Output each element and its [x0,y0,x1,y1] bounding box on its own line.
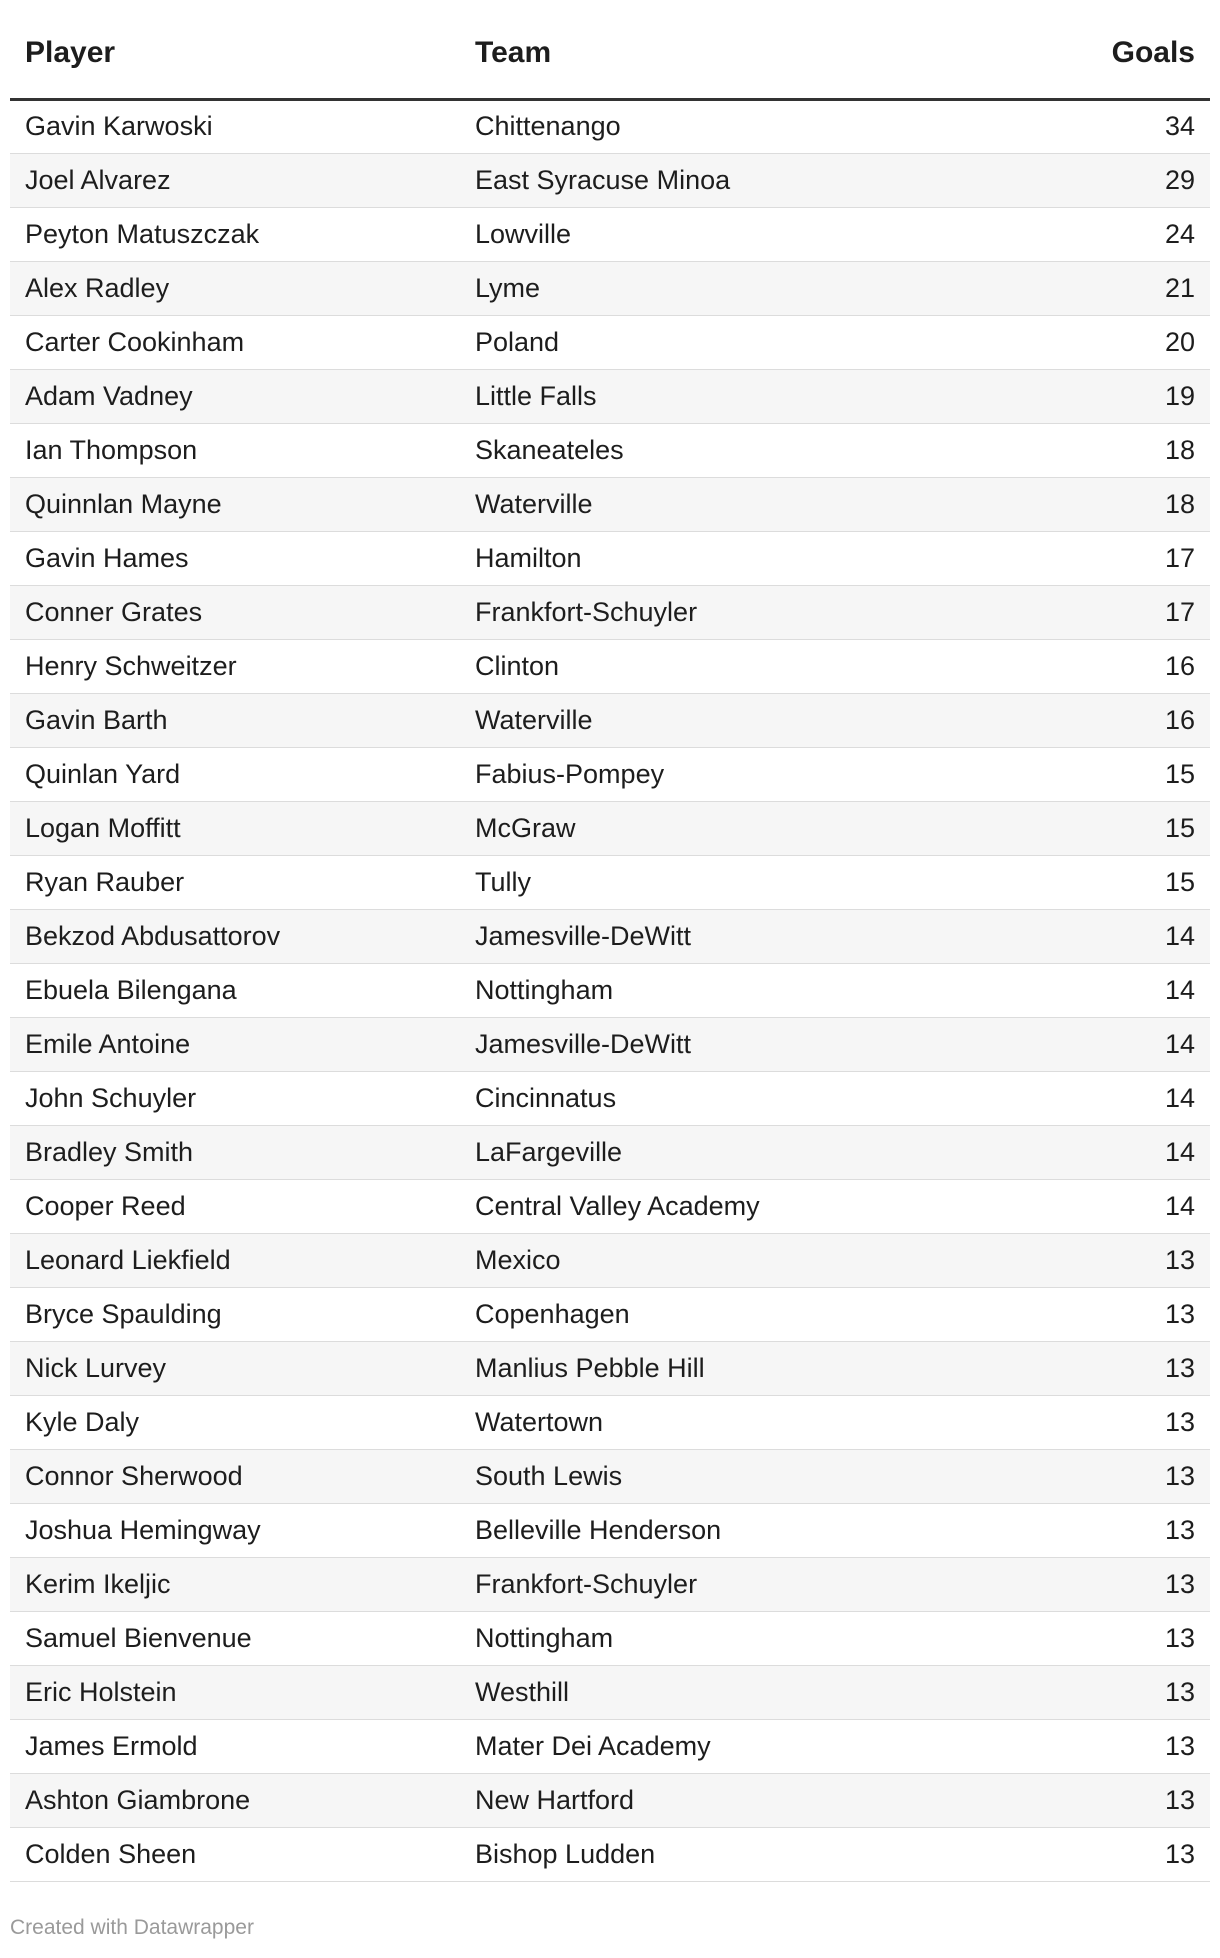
cell-goals: 14 [970,1071,1210,1125]
cell-team: Skaneateles [460,423,970,477]
cell-team: LaFargeville [460,1125,970,1179]
cell-team: Poland [460,315,970,369]
cell-goals: 13 [970,1287,1210,1341]
cell-player: Nick Lurvey [10,1341,460,1395]
table-container [10,0,1210,1882]
table-row [10,369,1210,423]
table-row [10,1665,1210,1719]
table-row [10,531,1210,585]
cell-goals: 13 [970,1557,1210,1611]
table-row [10,801,1210,855]
cell-team: Westhill [460,1665,970,1719]
cell-team: South Lewis [460,1449,970,1503]
table-row [10,639,1210,693]
cell-goals: 16 [970,639,1210,693]
cell-team: Nottingham [460,963,970,1017]
cell-goals: 14 [970,1017,1210,1071]
cell-team: Manlius Pebble Hill [460,1341,970,1395]
cell-player: Gavin Barth [10,693,460,747]
cell-team: Mater Dei Academy [460,1719,970,1773]
cell-goals: 13 [970,1665,1210,1719]
cell-team: Jamesville-DeWitt [460,909,970,963]
table-row [10,1071,1210,1125]
cell-team: Little Falls [460,369,970,423]
cell-player: Kerim Ikeljic [10,1557,460,1611]
cell-team: East Syracuse Minoa [460,153,970,207]
cell-goals: 18 [970,477,1210,531]
cell-player: Gavin Hames [10,531,460,585]
header-row [10,0,1210,99]
cell-goals: 13 [970,1719,1210,1773]
cell-player: Joel Alvarez [10,153,460,207]
datawrapper-credit[interactable]: Created with Datawrapper [10,1916,254,1939]
cell-goals: 16 [970,693,1210,747]
cell-goals: 13 [970,1449,1210,1503]
table-row [10,423,1210,477]
cell-team: Mexico [460,1233,970,1287]
table-row [10,1503,1210,1557]
cell-team: Clinton [460,639,970,693]
cell-team: Frankfort-Schuyler [460,585,970,639]
cell-player: Henry Schweitzer [10,639,460,693]
cell-player: Ian Thompson [10,423,460,477]
cell-player: Emile Antoine [10,1017,460,1071]
cell-player: Connor Sherwood [10,1449,460,1503]
cell-goals: 13 [970,1341,1210,1395]
cell-team: Bishop Ludden [460,1827,970,1881]
cell-team: Frankfort-Schuyler [460,1557,970,1611]
table-row [10,153,1210,207]
cell-goals: 13 [970,1773,1210,1827]
table-row [10,1233,1210,1287]
cell-goals: 13 [970,1233,1210,1287]
cell-team: New Hartford [460,1773,970,1827]
cell-goals: 21 [970,261,1210,315]
cell-goals: 15 [970,747,1210,801]
cell-goals: 14 [970,963,1210,1017]
cell-goals: 14 [970,909,1210,963]
cell-team: Tully [460,855,970,909]
cell-player: Cooper Reed [10,1179,460,1233]
table-row [10,1287,1210,1341]
cell-goals: 19 [970,369,1210,423]
cell-player: Leonard Liekfield [10,1233,460,1287]
cell-player: Adam Vadney [10,369,460,423]
table-row [10,1719,1210,1773]
cell-player: Conner Grates [10,585,460,639]
table-header [10,0,1210,99]
cell-player: Quinlan Yard [10,747,460,801]
cell-goals: 20 [970,315,1210,369]
table-row [10,207,1210,261]
cell-goals: 13 [970,1611,1210,1665]
cell-goals: 18 [970,423,1210,477]
cell-player: Kyle Daly [10,1395,460,1449]
cell-player: Peyton Matuszczak [10,207,460,261]
cell-goals: 14 [970,1125,1210,1179]
cell-player: Colden Sheen [10,1827,460,1881]
table-row [10,1773,1210,1827]
cell-team: Watertown [460,1395,970,1449]
cell-team: McGraw [460,801,970,855]
table-row [10,1827,1210,1881]
cell-goals: 34 [970,99,1210,153]
cell-goals: 24 [970,207,1210,261]
cell-team: Central Valley Academy [460,1179,970,1233]
table-row [10,261,1210,315]
cell-player: Quinnlan Mayne [10,477,460,531]
table-row [10,1557,1210,1611]
cell-team: Waterville [460,693,970,747]
cell-player: Ryan Rauber [10,855,460,909]
cell-team: Fabius-Pompey [460,747,970,801]
cell-team: Waterville [460,477,970,531]
cell-player: James Ermold [10,1719,460,1773]
table-row [10,693,1210,747]
table-row [10,477,1210,531]
cell-player: Logan Moffitt [10,801,460,855]
table-row [10,1395,1210,1449]
table-row [10,747,1210,801]
table-row [10,1125,1210,1179]
cell-team: Hamilton [460,531,970,585]
cell-player: Eric Holstein [10,1665,460,1719]
cell-team: Lowville [460,207,970,261]
table-row [10,585,1210,639]
table-row [10,1449,1210,1503]
cell-player: John Schuyler [10,1071,460,1125]
cell-goals: 13 [970,1827,1210,1881]
cell-player: Samuel Bienvenue [10,1611,460,1665]
table-row [10,1611,1210,1665]
column-header-team[interactable]: Team [460,0,970,99]
cell-team: Copenhagen [460,1287,970,1341]
cell-player: Ashton Giambrone [10,1773,460,1827]
table-body [10,99,1210,1881]
cell-goals: 14 [970,1179,1210,1233]
column-header-goals[interactable]: Goals [970,0,1210,99]
cell-team: Cincinnatus [460,1071,970,1125]
cell-goals: 15 [970,855,1210,909]
table-row [10,1179,1210,1233]
goals-table [10,0,1210,1882]
cell-goals: 13 [970,1503,1210,1557]
cell-player: Alex Radley [10,261,460,315]
table-row [10,909,1210,963]
table-row [10,855,1210,909]
cell-player: Bekzod Abdusattorov [10,909,460,963]
table-row [10,1017,1210,1071]
table-row [10,315,1210,369]
cell-team: Chittenango [460,99,970,153]
cell-goals: 29 [970,153,1210,207]
table-row [10,1341,1210,1395]
cell-team: Lyme [460,261,970,315]
cell-goals: 13 [970,1395,1210,1449]
cell-goals: 17 [970,531,1210,585]
cell-player: Joshua Hemingway [10,1503,460,1557]
cell-team: Jamesville-DeWitt [460,1017,970,1071]
cell-player: Bradley Smith [10,1125,460,1179]
table-row [10,963,1210,1017]
cell-team: Belleville Henderson [460,1503,970,1557]
cell-goals: 17 [970,585,1210,639]
cell-team: Nottingham [460,1611,970,1665]
column-header-player[interactable]: Player [10,0,460,99]
cell-player: Gavin Karwoski [10,99,460,153]
cell-player: Ebuela Bilengana [10,963,460,1017]
cell-goals: 15 [970,801,1210,855]
table-row [10,99,1210,153]
cell-player: Carter Cookinham [10,315,460,369]
cell-player: Bryce Spaulding [10,1287,460,1341]
